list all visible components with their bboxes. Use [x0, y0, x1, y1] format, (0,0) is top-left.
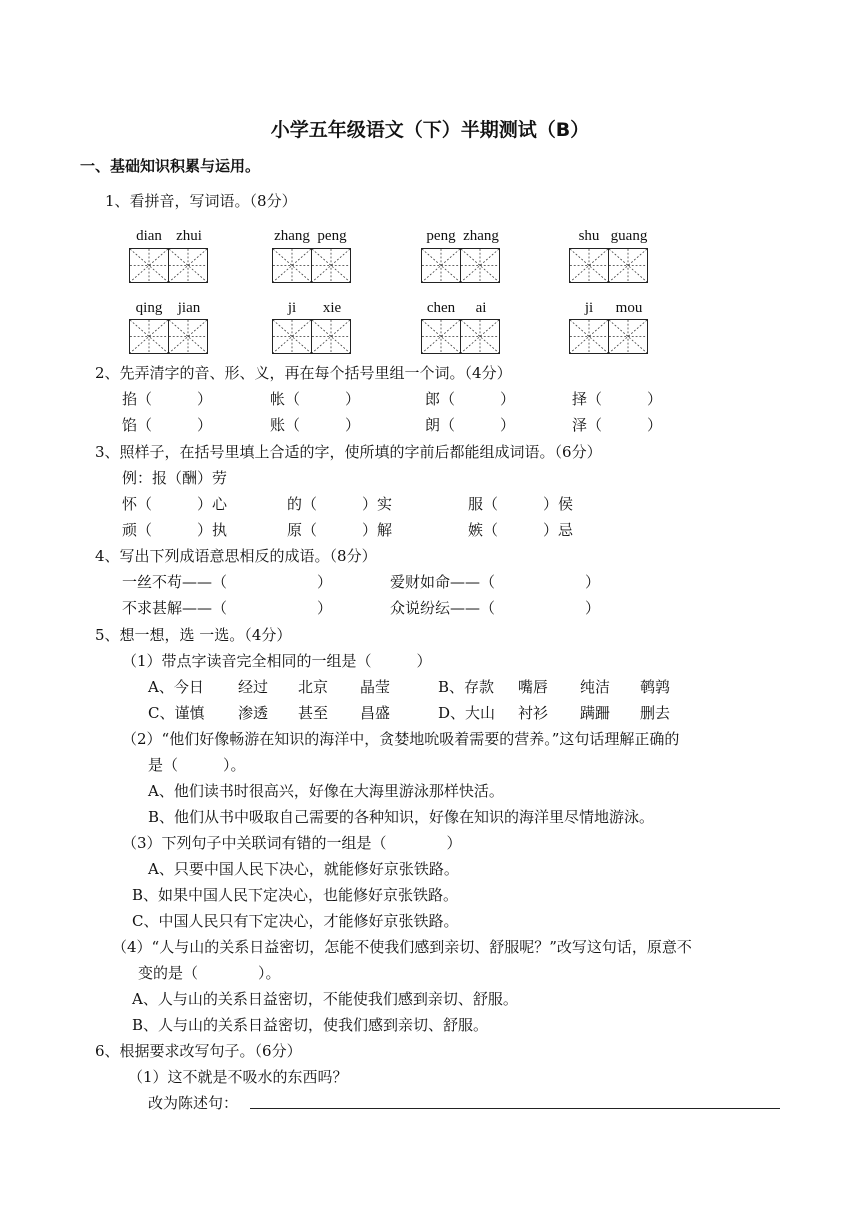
writing-cell[interactable] — [569, 319, 609, 354]
q5-option-b-3: 纯洁 — [580, 678, 611, 696]
q5-sub3-stem: （3）下列句子中关联词有错的一组是（ ） — [122, 834, 462, 852]
pinyin-syllable: ai — [475, 300, 487, 316]
q5-sub4-option-a: A、人与山的关系日益密切，不能使我们感到亲切、舒服。 — [132, 990, 518, 1008]
q5-option-a-4: 晶莹 — [360, 678, 391, 696]
question-2-label: 2、先弄清字的音、形、义，再在每个括号里组一个词。（4分） — [95, 364, 512, 382]
q2-item: 朗（ ） — [425, 416, 516, 434]
q5-sub2-stem-cont: 是（ ）。 — [148, 756, 246, 774]
writing-cell[interactable] — [129, 319, 169, 354]
writing-grid — [129, 248, 206, 283]
q4-item: 爱财如命——（ ） — [390, 573, 601, 591]
q5-sub1-stem: （1）带点字读音完全相同的一组是（ ） — [122, 652, 432, 670]
writing-grid — [129, 319, 206, 354]
q6-answer-label: 改为陈述句： — [148, 1094, 239, 1112]
writing-cell[interactable] — [168, 319, 208, 354]
q2-item: 账（ ） — [270, 416, 361, 434]
q6-sub1-sentence: （1）这不就是不吸水的东西吗？ — [128, 1068, 348, 1086]
writing-grid — [272, 248, 349, 283]
writing-grid — [569, 248, 646, 283]
section-heading-1: 一、基础知识积累与运用。 — [80, 157, 261, 175]
pinyin-syllable: peng — [426, 228, 456, 244]
writing-grid — [272, 319, 349, 354]
pinyin-syllable: dian — [136, 228, 162, 244]
writing-cell[interactable] — [460, 248, 500, 283]
q5-option-d-3: 蹒跚 — [580, 704, 611, 722]
pinyin-syllable: zhang — [463, 228, 499, 244]
q3-item: 嫉（ ）忌 — [468, 521, 574, 539]
writing-cell[interactable] — [608, 248, 648, 283]
q5-option-a-1: A、今日 — [148, 678, 204, 696]
q5-option-b-4: 鹌鹑 — [640, 678, 671, 696]
pinyin-syllable: jian — [177, 300, 201, 316]
pinyin-syllable: chen — [426, 300, 456, 316]
writing-cell[interactable] — [311, 248, 351, 283]
q2-item: 泽（ ） — [572, 416, 663, 434]
pinyin-syllable: shu — [578, 228, 600, 244]
q5-sub3-option-c: C、中国人民只有下定决心，才能修好京张铁路。 — [132, 912, 459, 930]
writing-cell[interactable] — [608, 319, 648, 354]
pinyin-syllable: xie — [322, 300, 342, 316]
q3-item: 原（ ）解 — [287, 521, 393, 539]
q5-option-a-3: 北京 — [298, 678, 329, 696]
pinyin-syllable: qing — [135, 300, 163, 316]
writing-cell[interactable] — [569, 248, 609, 283]
q4-item: 众说纷纭——（ ） — [390, 599, 601, 617]
pinyin-syllable: guang — [610, 228, 648, 244]
q4-item: 不求甚解——（ ） — [122, 599, 333, 617]
q5-sub4-stem-cont: 变的是（ ）。 — [138, 964, 281, 982]
q3-item: 顽（ ）执 — [122, 521, 228, 539]
writing-cell[interactable] — [311, 319, 351, 354]
writing-cell[interactable] — [168, 248, 208, 283]
q5-option-a-2: 经过 — [238, 678, 269, 696]
q5-option-b-1: B、存款 — [438, 678, 495, 696]
q5-option-d-1: D、大山 — [438, 704, 496, 722]
q5-option-b-2: 嘴唇 — [518, 678, 549, 696]
q2-item: 掐（ ） — [122, 390, 213, 408]
q5-option-c-3: 甚至 — [298, 704, 329, 722]
q5-sub2-option-b: B、他们从书中吸取自己需要的各种知识，好像在知识的海洋里尽情地游泳。 — [148, 808, 655, 826]
q5-sub4-stem: （4）“人与山的关系日益密切，怎能不使我们感到亲切、舒服呢？”改写这句话，原意不 — [112, 938, 692, 956]
writing-cell[interactable] — [460, 319, 500, 354]
answer-line[interactable] — [250, 1108, 780, 1109]
q5-option-d-4: 删去 — [640, 704, 671, 722]
q2-item: 馅（ ） — [122, 416, 213, 434]
pinyin-syllable: zhang — [274, 228, 310, 244]
question-3-label: 3、照样子，在括号里填上合适的字，使所填的字前后都能组成词语。（6分） — [95, 443, 602, 461]
q4-item: 一丝不苟——（ ） — [122, 573, 333, 591]
q2-item: 郎（ ） — [425, 390, 516, 408]
writing-cell[interactable] — [129, 248, 169, 283]
writing-cell[interactable] — [421, 248, 461, 283]
q5-sub3-option-b: B、如果中国人民下定决心，也能修好京张铁路。 — [132, 886, 459, 904]
q5-sub4-option-b: B、人与山的关系日益密切，使我们感到亲切、舒服。 — [132, 1016, 489, 1034]
q2-item: 择（ ） — [572, 390, 663, 408]
q5-option-d-2: 衬衫 — [518, 704, 549, 722]
writing-grid — [421, 248, 498, 283]
q3-item: 服（ ）侯 — [468, 495, 574, 513]
pinyin-syllable: zhui — [176, 228, 202, 244]
q5-option-c-4: 昌盛 — [360, 704, 391, 722]
writing-cell[interactable] — [272, 248, 312, 283]
q3-item: 怀（ ）心 — [122, 495, 228, 513]
pinyin-syllable: mou — [615, 300, 643, 316]
writing-grid — [569, 319, 646, 354]
q5-sub2-option-a: A、他们读书时很高兴，好像在大海里游泳那样快活。 — [148, 782, 504, 800]
q3-example: 例：报（酬）劳 — [122, 469, 228, 487]
question-6-label: 6、根据要求改写句子。（6分） — [95, 1042, 302, 1060]
question-1-label: 1、看拼音，写词语。（8分） — [105, 192, 297, 210]
q5-option-c-2: 渗透 — [238, 704, 269, 722]
pinyin-syllable: ji — [287, 300, 297, 316]
page-title: 小学五年级语文（下）半期测试（B） — [270, 119, 590, 141]
q2-item: 帐（ ） — [270, 390, 361, 408]
q5-sub3-option-a: A、只要中国人民下决心，就能修好京张铁路。 — [148, 860, 459, 878]
q5-option-c-1: C、谨慎 — [148, 704, 205, 722]
question-4-label: 4、写出下列成语意思相反的成语。（8分） — [95, 547, 377, 565]
writing-cell[interactable] — [421, 319, 461, 354]
question-5-label: 5、想一想，选 一选。（4分） — [95, 626, 292, 644]
q3-item: 的（ ）实 — [287, 495, 393, 513]
writing-cell[interactable] — [272, 319, 312, 354]
writing-grid — [421, 319, 498, 354]
pinyin-syllable: peng — [317, 228, 347, 244]
pinyin-syllable: ji — [584, 300, 594, 316]
q5-sub2-stem: （2）“他们好像畅游在知识的海洋中，贪婪地吮吸着需要的营养。”这句话理解正确的 — [122, 730, 680, 748]
